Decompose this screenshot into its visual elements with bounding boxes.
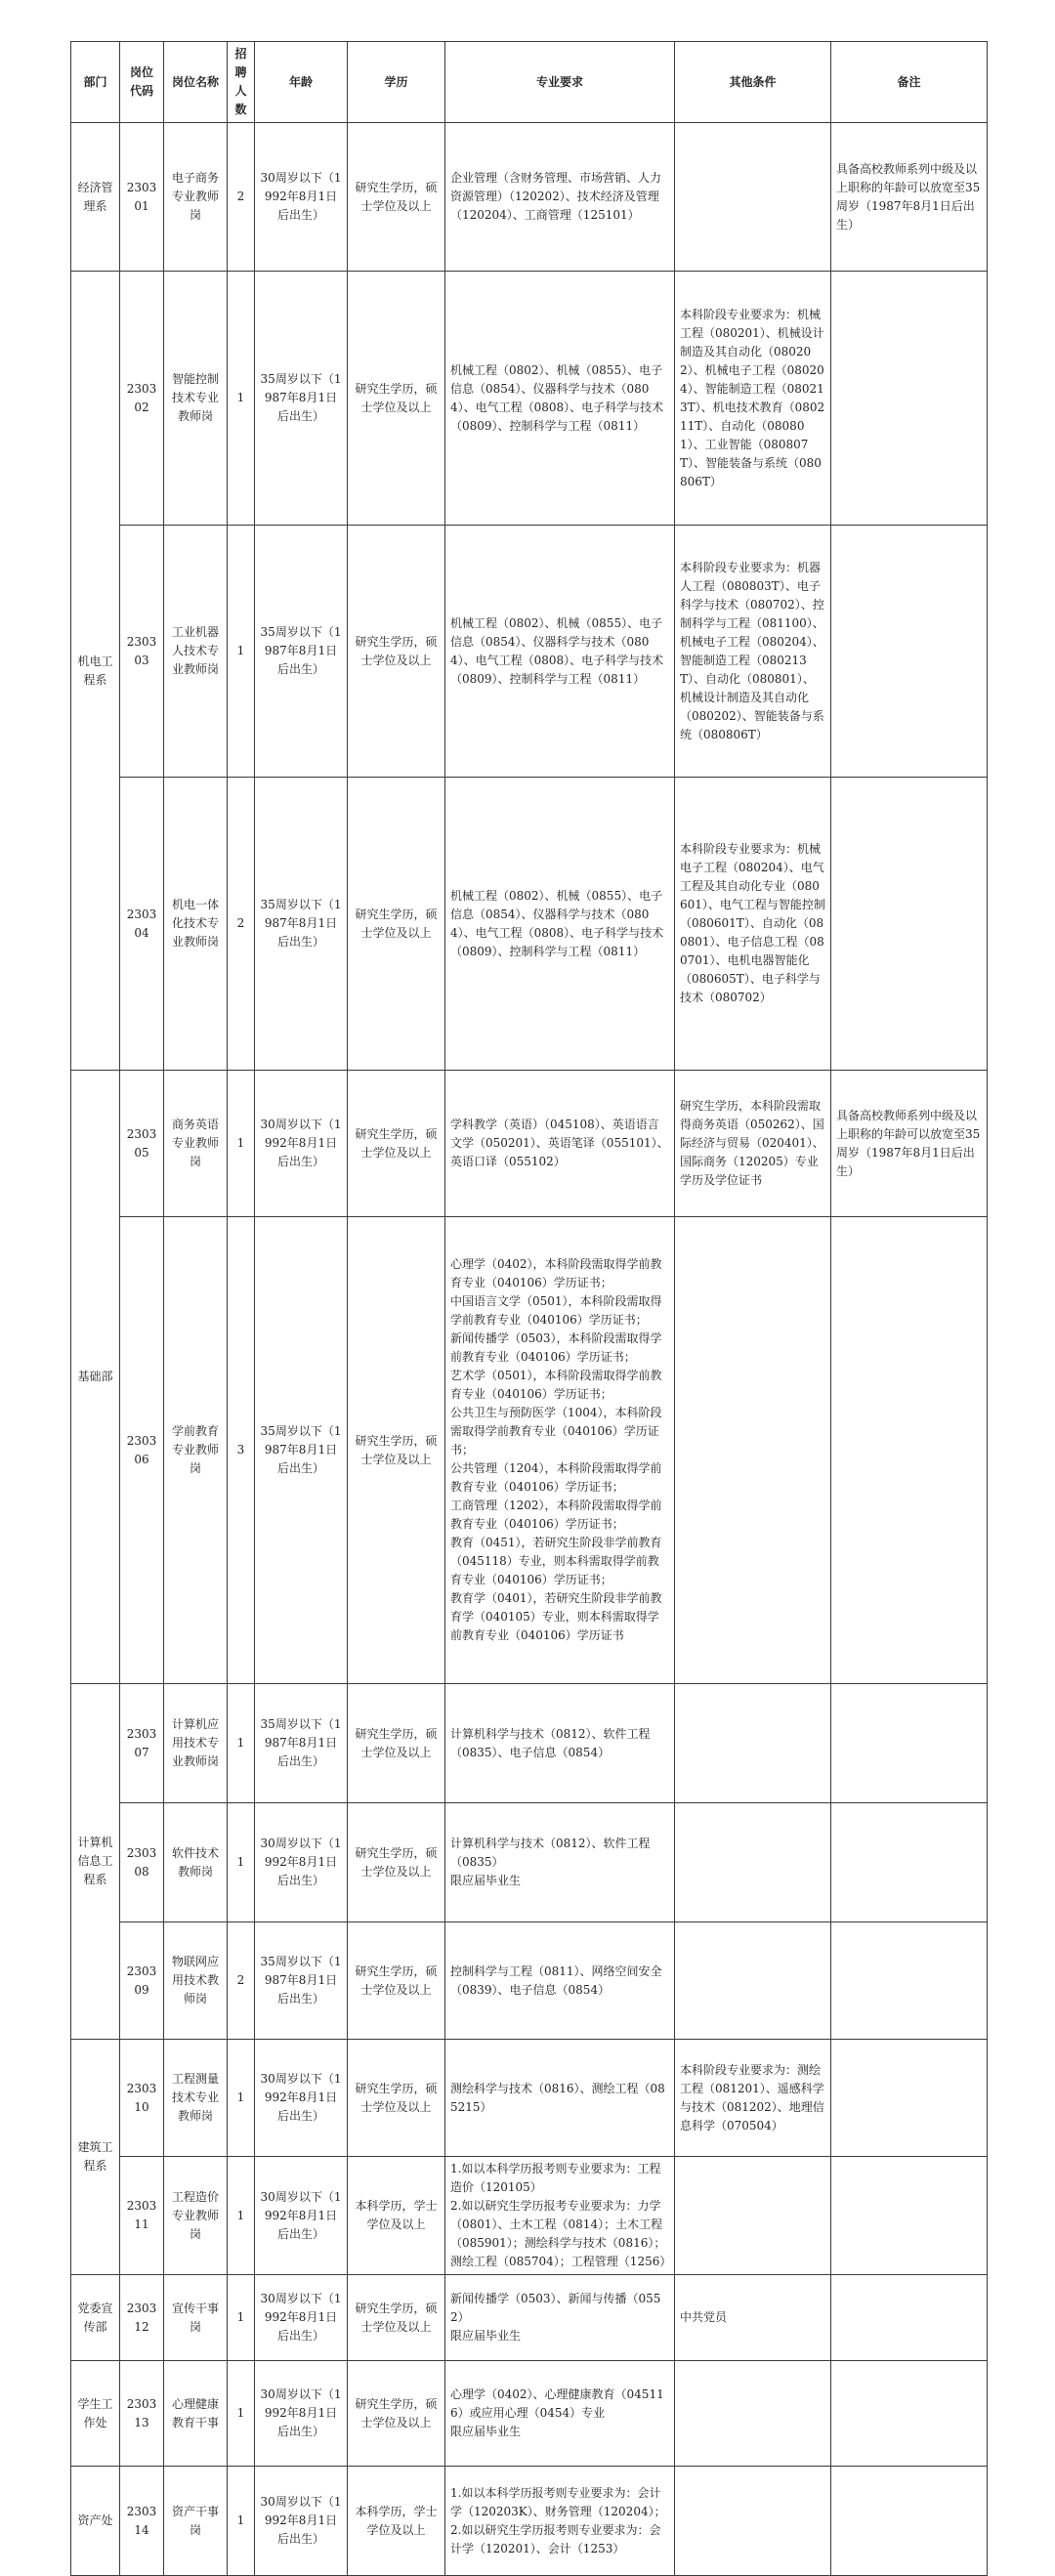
count-cell: 1: [228, 2040, 255, 2157]
position-name-cell: 学前教育专业教师岗: [164, 1217, 228, 1684]
education-cell: 研究生学历，硕士学位及以上: [348, 2040, 445, 2157]
note-cell: [831, 2157, 988, 2275]
department-cell: 基础部: [71, 1071, 120, 1684]
header-age: 年龄: [255, 42, 348, 123]
position-code-cell: 230307: [120, 1684, 164, 1803]
table-row: [71, 123, 988, 272]
count-cell: 2: [228, 778, 255, 1071]
age-cell: 35周岁以下（1987年8月1日后出生）: [255, 778, 348, 1071]
position-code-cell: 230311: [120, 2157, 164, 2275]
position-name-cell: 计算机应用技术专业教师岗: [164, 1684, 228, 1803]
major-requirement-cell: 机械工程（0802）、机械（0855）、电子信息（0854）、仪器科学与技术（0804）、电气工程（0808）、电子科学与技术（0809）、控制科学与工程（0811）: [445, 778, 675, 1071]
position-code-cell: 230301: [120, 123, 164, 272]
age-cell: 35周岁以下（1987年8月1日后出生）: [255, 1922, 348, 2040]
note-cell: [831, 526, 988, 778]
note-cell: [831, 1684, 988, 1803]
department-cell: 机电工程系: [71, 272, 120, 1071]
table-row: [71, 272, 988, 526]
position-name-cell: 心理健康教育干事: [164, 2361, 228, 2467]
other-conditions-cell: [675, 1217, 831, 1684]
age-cell: 30周岁以下（1992年8月1日后出生）: [255, 123, 348, 272]
table-row: [71, 2467, 988, 2576]
age-cell: 30周岁以下（1992年8月1日后出生）: [255, 1803, 348, 1922]
major-requirement-cell: 计算机科学与技术（0812）、软件工程（0835）、电子信息（0854）: [445, 1684, 675, 1803]
education-cell: 研究生学历，硕士学位及以上: [348, 1922, 445, 2040]
note-cell: [831, 1217, 988, 1684]
department-cell: 计算机信息工程系: [71, 1684, 120, 2040]
position-code-cell: 230305: [120, 1071, 164, 1217]
position-code-cell: 230302: [120, 272, 164, 526]
position-name-cell: 工程测量技术专业教师岗: [164, 2040, 228, 2157]
table-row: [71, 1071, 988, 1217]
position-name-cell: 工程造价专业教师岗: [164, 2157, 228, 2275]
position-code-cell: 230313: [120, 2361, 164, 2467]
major-requirement-cell: 心理学（0402），本科阶段需取得学前教育专业（040106）学历证书； 中国语言文学（0501），本科阶段需取得学前教育专业（040106）学历证书； 新闻传播学（0503），本科阶段需取得学前教育专业（040106）学历证书； 艺术学（0501），本科阶段需取得学前教育专业（040106）学历证书； 公共卫生与预防医学（1004），本科阶段需取得学前教育专业（040106）学历证书； 公共管理（1204），本科阶段需取得学前教育专业（040106）学历证书； 工商管理（1202），本科阶段需取得学前教育专业（040106）学历证书； 教育（0451），若研究生阶段非学前教育（045118）专业，则本科需取得学前教育专业（040106）学历证书； 教育学（0401），若研究生阶段非学前教育学（040105）专业，则本科需取得学前教育专业（040106）学历证书: [445, 1217, 675, 1684]
position-code-cell: 230306: [120, 1217, 164, 1684]
major-requirement-cell: 心理学（0402）、心理健康教育（045116）或应用心理（0454）专业 限应届毕业生: [445, 2361, 675, 2467]
table-row: [71, 1922, 988, 2040]
age-cell: 35周岁以下（1987年8月1日后出生）: [255, 272, 348, 526]
position-name-cell: 机电一体化技术专业教师岗: [164, 778, 228, 1071]
note-cell: 具备高校教师系列中级及以上职称的年龄可以放宽至35周岁（1987年8月1日后出生）: [831, 1071, 988, 1217]
position-code-cell: 230303: [120, 526, 164, 778]
note-cell: [831, 778, 988, 1071]
note-cell: [831, 1803, 988, 1922]
other-conditions-cell: [675, 1803, 831, 1922]
position-name-cell: 商务英语专业教师岗: [164, 1071, 228, 1217]
header-education: 学历: [348, 42, 445, 123]
table-row: [71, 1684, 988, 1803]
other-conditions-cell: [675, 1922, 831, 2040]
header-position-code: 岗位代码: [120, 42, 164, 123]
header-note: 备注: [831, 42, 988, 123]
department-cell: 资产处: [71, 2467, 120, 2576]
other-conditions-cell: 本科阶段专业要求为：机器人工程（080803T）、电子科学与技术（080702）、控制科学与工程（081100）、机械电子工程（080204）、智能制造工程（080213T）、自动化（080801）、机械设计制造及其自动化（080202）、智能装备与系统（080806T）: [675, 526, 831, 778]
major-requirement-cell: 学科教学（英语）（045108）、英语语言文学（050201）、英语笔译（055101）、英语口译（055102）: [445, 1071, 675, 1217]
count-cell: 1: [228, 2275, 255, 2361]
recruitment-table: [70, 41, 988, 2576]
count-cell: 1: [228, 2467, 255, 2576]
note-cell: [831, 1922, 988, 2040]
major-requirement-cell: 1.如以本科学历报考则专业要求为：工程造价（120105） 2.如以研究生学历报考专业要求为：力学（0801）、土木工程（0814）；土木工程（085901）；测绘科学与技术（0816）；测绘工程（085704）；工程管理（1256）: [445, 2157, 675, 2275]
age-cell: 30周岁以下（1992年8月1日后出生）: [255, 2157, 348, 2275]
department-cell: 党委宣传部: [71, 2275, 120, 2361]
note-cell: [831, 2467, 988, 2576]
other-conditions-cell: 本科阶段专业要求为：机械工程（080201）、机械设计制造及其自动化（080202）、机械电子工程（080204）、智能制造工程（080213T）、机电技术教育（080211T）、自动化（080801）、工业智能（080807T）、智能装备与系统（080806T）: [675, 272, 831, 526]
other-conditions-cell: [675, 2467, 831, 2576]
other-conditions-cell: [675, 1684, 831, 1803]
table-row: [71, 1803, 988, 1922]
header-position-name: 岗位名称: [164, 42, 228, 123]
age-cell: 35周岁以下（1987年8月1日后出生）: [255, 526, 348, 778]
major-requirement-cell: 1.如以本科学历报考则专业要求为：会计学（120203K）、财务管理（120204）； 2.如以研究生学历报考则专业要求为：会计学（120201）、会计（1253）: [445, 2467, 675, 2576]
major-requirement-cell: 企业管理（含财务管理、市场营销、人力资源管理）（120202）、技术经济及管理（120204）、工商管理（125101）: [445, 123, 675, 272]
education-cell: 研究生学历，硕士学位及以上: [348, 1684, 445, 1803]
note-cell: [831, 272, 988, 526]
count-cell: 2: [228, 123, 255, 272]
table-header-row: [71, 42, 988, 123]
position-code-cell: 230310: [120, 2040, 164, 2157]
position-code-cell: 230308: [120, 1803, 164, 1922]
table-row: [71, 2275, 988, 2361]
age-cell: 30周岁以下（1992年8月1日后出生）: [255, 2361, 348, 2467]
major-requirement-cell: 计算机科学与技术（0812）、软件工程（0835） 限应届毕业生: [445, 1803, 675, 1922]
count-cell: 2: [228, 1922, 255, 2040]
position-code-cell: 230312: [120, 2275, 164, 2361]
count-cell: 1: [228, 1071, 255, 1217]
education-cell: 研究生学历，硕士学位及以上: [348, 778, 445, 1071]
other-conditions-cell: [675, 2361, 831, 2467]
education-cell: 研究生学历，硕士学位及以上: [348, 526, 445, 778]
education-cell: 研究生学历，硕士学位及以上: [348, 272, 445, 526]
table-row: [71, 1217, 988, 1684]
note-cell: [831, 2040, 988, 2157]
note-cell: 具备高校教师系列中级及以上职称的年龄可以放宽至35周岁（1987年8月1日后出生）: [831, 123, 988, 272]
position-name-cell: 宣传干事岗: [164, 2275, 228, 2361]
education-cell: 研究生学历，硕士学位及以上: [348, 2361, 445, 2467]
position-name-cell: 智能控制技术专业教师岗: [164, 272, 228, 526]
major-requirement-cell: 新闻传播学（0503）、新闻与传播（0552） 限应届毕业生: [445, 2275, 675, 2361]
note-cell: [831, 2275, 988, 2361]
education-cell: 本科学历，学士学位及以上: [348, 2157, 445, 2275]
count-cell: 3: [228, 1217, 255, 1684]
major-requirement-cell: 测绘科学与技术（0816）、测绘工程（085215）: [445, 2040, 675, 2157]
count-cell: 1: [228, 1803, 255, 1922]
position-name-cell: 软件技术教师岗: [164, 1803, 228, 1922]
department-cell: 建筑工程系: [71, 2040, 120, 2275]
other-conditions-cell: 本科阶段专业要求为：测绘工程（081201）、遥感科学与技术（081202）、地理信息科学（070504）: [675, 2040, 831, 2157]
table-row: [71, 526, 988, 778]
education-cell: 研究生学历，硕士学位及以上: [348, 1803, 445, 1922]
position-code-cell: 230309: [120, 1922, 164, 2040]
major-requirement-cell: 机械工程（0802）、机械（0855）、电子信息（0854）、仪器科学与技术（0804）、电气工程（0808）、电子科学与技术（0809）、控制科学与工程（0811）: [445, 272, 675, 526]
age-cell: 30周岁以下（1992年8月1日后出生）: [255, 2040, 348, 2157]
table-row: [71, 2040, 988, 2157]
note-cell: [831, 2361, 988, 2467]
position-name-cell: 资产干事岗: [164, 2467, 228, 2576]
department-cell: 学生工作处: [71, 2361, 120, 2467]
age-cell: 35周岁以下（1987年8月1日后出生）: [255, 1217, 348, 1684]
position-name-cell: 电子商务专业教师岗: [164, 123, 228, 272]
position-code-cell: 230304: [120, 778, 164, 1071]
education-cell: 本科学历，学士学位及以上: [348, 2467, 445, 2576]
other-conditions-cell: 本科阶段专业要求为：机械电子工程（080204）、电气工程及其自动化专业（080601）、电气工程与智能控制（080601T）、自动化（080801）、电子信息工程（080701）、电机电器智能化（080605T）、电子科学与技术（080702）: [675, 778, 831, 1071]
table-row: [71, 2157, 988, 2275]
other-conditions-cell: 中共党员: [675, 2275, 831, 2361]
position-name-cell: 物联网应用技术教师岗: [164, 1922, 228, 2040]
header-major: 专业要求: [445, 42, 675, 123]
age-cell: 30周岁以下（1992年8月1日后出生）: [255, 2275, 348, 2361]
count-cell: 1: [228, 1684, 255, 1803]
count-cell: 1: [228, 272, 255, 526]
count-cell: 1: [228, 2157, 255, 2275]
education-cell: 研究生学历，硕士学位及以上: [348, 2275, 445, 2361]
department-cell: 经济管理系: [71, 123, 120, 272]
table-row: [71, 2361, 988, 2467]
count-cell: 1: [228, 2361, 255, 2467]
count-cell: 1: [228, 526, 255, 778]
header-other: 其他条件: [675, 42, 831, 123]
major-requirement-cell: 机械工程（0802）、机械（0855）、电子信息（0854）、仪器科学与技术（0804）、电气工程（0808）、电子科学与技术（0809）、控制科学与工程（0811）: [445, 526, 675, 778]
header-count: 招聘人数: [228, 42, 255, 123]
table-row: [71, 778, 988, 1071]
other-conditions-cell: 研究生学历，本科阶段需取得商务英语（050262）、国际经济与贸易（020401）、国际商务（120205）专业学历及学位证书: [675, 1071, 831, 1217]
age-cell: 30周岁以下（1992年8月1日后出生）: [255, 1071, 348, 1217]
education-cell: 研究生学历，硕士学位及以上: [348, 1071, 445, 1217]
age-cell: 30周岁以下（1992年8月1日后出生）: [255, 2467, 348, 2576]
position-name-cell: 工业机器人技术专业教师岗: [164, 526, 228, 778]
major-requirement-cell: 控制科学与工程（0811）、网络空间安全（0839）、电子信息（0854）: [445, 1922, 675, 2040]
other-conditions-cell: [675, 2157, 831, 2275]
education-cell: 研究生学历，硕士学位及以上: [348, 1217, 445, 1684]
education-cell: 研究生学历，硕士学位及以上: [348, 123, 445, 272]
other-conditions-cell: [675, 123, 831, 272]
position-code-cell: 230314: [120, 2467, 164, 2576]
header-department: 部门: [71, 42, 120, 123]
age-cell: 35周岁以下（1987年8月1日后出生）: [255, 1684, 348, 1803]
